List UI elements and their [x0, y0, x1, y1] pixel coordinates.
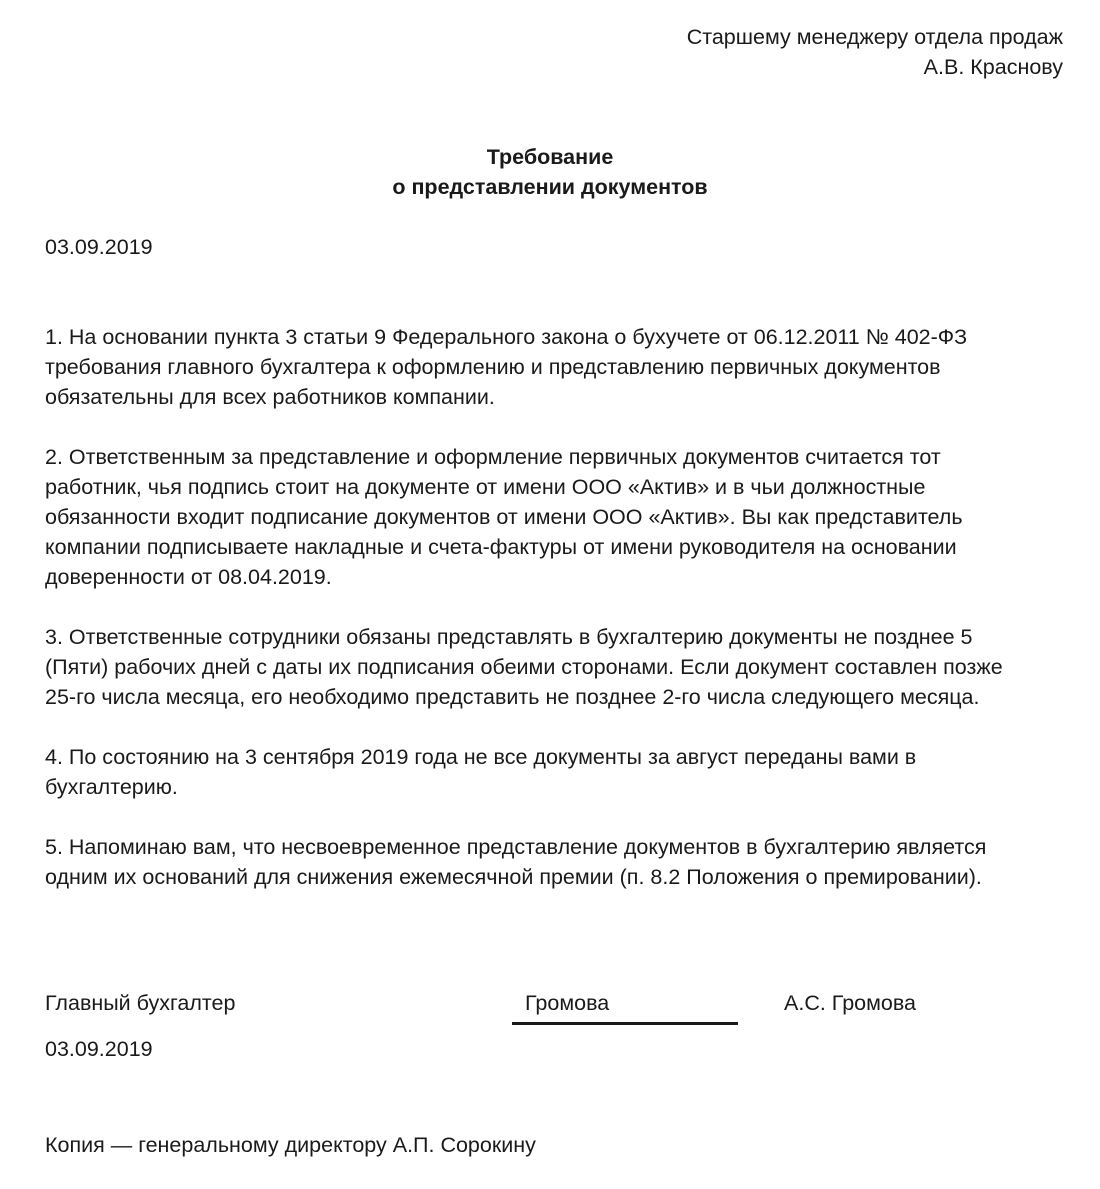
copy-note: Копия — генеральному директору А.П. Сорокину: [45, 1133, 536, 1157]
signature-block: [0, 988, 1100, 1028]
title-line-1: Требование: [486, 145, 614, 169]
paragraph-5: 5. Напоминаю вам, что несвоевременное представление документов в бухгалтерию является одним их оснований для снижения ежемесячной премии (п. 8.2 Положения о премировании).: [45, 835, 987, 889]
signer-name: А.С. Громова: [784, 991, 917, 1015]
paragraph-2: 2. Ответственным за представление и оформление первичных документов считается тот работник, чья подпись стоит на документе от имени ООО «Актив» и в чьи должностные обязанности входит подписание документов от имени ООО «Актив». Вы как представитель компании подписываете накладные и счета-фактуры от имени руководителя на основании доверенности от 08.04.2019.: [45, 445, 963, 589]
addressee-name: А.В. Краснову: [923, 55, 1063, 79]
signature-handwritten: Громова: [525, 991, 610, 1015]
title-line-2: о представлении документов: [392, 175, 708, 199]
addressee-block: [687, 22, 1063, 82]
signature-line: [512, 1022, 738, 1025]
paragraph-1: 1. На основании пункта 3 статьи 9 Федерального закона о бухучете от 06.12.2011 № 402-ФЗ требования главного бухгалтера к оформлению и представлению первичных документов обязательны для всех работников компании.: [45, 325, 968, 409]
paragraph-3: 3. Ответственные сотрудники обязаны представлять в бухгалтерию документы не позднее 5 (Пяти) рабочих дней с даты их подписания обеими сторонами. Если документ составлен позже 25-го числа месяца, его необходимо представить не позднее 2-го числа следующего месяца.: [45, 625, 1003, 709]
signer-position: Главный бухгалтер: [45, 991, 236, 1015]
signature-date: 03.09.2019: [45, 1037, 153, 1061]
document-title: [0, 142, 1100, 202]
addressee-position: Старшему менеджеру отдела продаж: [686, 25, 1063, 49]
paragraph-4: 4. По состоянию на 3 сентября 2019 года не все документы за август переданы вами в бухгалтерию.: [45, 745, 917, 799]
document-body: [45, 322, 1065, 922]
document-date: 03.09.2019: [45, 235, 153, 259]
